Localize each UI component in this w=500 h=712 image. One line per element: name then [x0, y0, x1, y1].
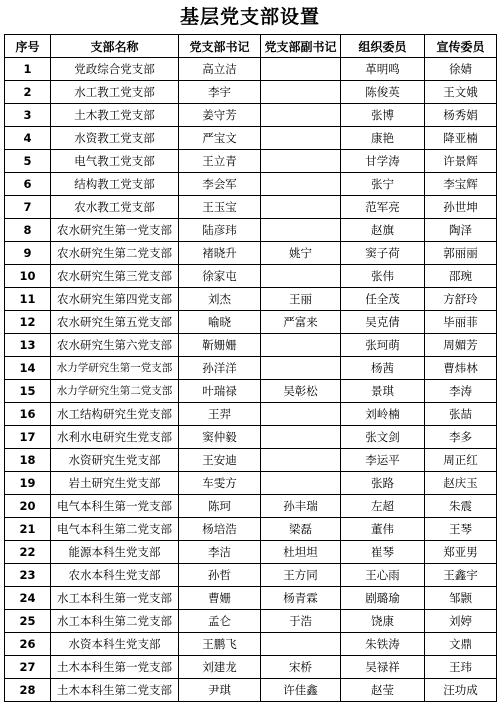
publicity-name: 汪功成 — [425, 679, 497, 702]
publicity-name: 张喆 — [425, 403, 497, 426]
secretary-name: 高立洁 — [179, 58, 261, 81]
organizer-name: 左超 — [341, 495, 425, 518]
publicity-name: 降亚楠 — [425, 127, 497, 150]
row-number: 17 — [5, 426, 51, 449]
deputy-secretary-name: 严富来 — [261, 311, 341, 334]
publicity-name: 刘婷 — [425, 610, 497, 633]
secretary-name: 杨培浩 — [179, 518, 261, 541]
secretary-name: 尹琪 — [179, 679, 261, 702]
deputy-secretary-name: 杜坦坦 — [261, 541, 341, 564]
branch-name: 电气本科生第一党支部 — [51, 495, 179, 518]
row-number: 18 — [5, 449, 51, 472]
deputy-secretary-name — [261, 150, 341, 173]
table-row — [5, 426, 497, 449]
table-row — [5, 564, 497, 587]
publicity-name: 李宝辉 — [425, 173, 497, 196]
deputy-secretary-name — [261, 104, 341, 127]
publicity-name: 邹颢 — [425, 587, 497, 610]
branch-name: 农水研究生第六党支部 — [51, 334, 179, 357]
row-number: 19 — [5, 472, 51, 495]
secretary-name: 李宇 — [179, 81, 261, 104]
deputy-secretary-name: 许佳鑫 — [261, 679, 341, 702]
table-row — [5, 150, 497, 173]
row-number: 28 — [5, 679, 51, 702]
header-number: 序号 — [5, 35, 51, 58]
publicity-name: 周正红 — [425, 449, 497, 472]
deputy-secretary-name: 宋桥 — [261, 656, 341, 679]
deputy-secretary-name: 杨青霖 — [261, 587, 341, 610]
row-number: 23 — [5, 564, 51, 587]
deputy-secretary-name — [261, 127, 341, 150]
organizer-name: 赵莹 — [341, 679, 425, 702]
publicity-name: 毕丽菲 — [425, 311, 497, 334]
branch-name: 农水教工党支部 — [51, 196, 179, 219]
publicity-name: 文鼎 — [425, 633, 497, 656]
organizer-name: 张文剑 — [341, 426, 425, 449]
publicity-name: 赵庆玉 — [425, 472, 497, 495]
secretary-name: 刘建龙 — [179, 656, 261, 679]
table-row — [5, 633, 497, 656]
organizer-name: 吴禄祥 — [341, 656, 425, 679]
secretary-name: 孟仑 — [179, 610, 261, 633]
publicity-name: 李多 — [425, 426, 497, 449]
publicity-name: 王玮 — [425, 656, 497, 679]
table-row — [5, 127, 497, 150]
secretary-name: 刘杰 — [179, 288, 261, 311]
secretary-name: 靳姗姗 — [179, 334, 261, 357]
deputy-secretary-name: 王丽 — [261, 288, 341, 311]
table-row — [5, 219, 497, 242]
row-number: 2 — [5, 81, 51, 104]
table-row — [5, 472, 497, 495]
organizer-name: 张珂萌 — [341, 334, 425, 357]
deputy-secretary-name — [261, 81, 341, 104]
branch-name: 水资研究生党支部 — [51, 449, 179, 472]
organizer-name: 张宁 — [341, 173, 425, 196]
branch-name: 农水研究生第三党支部 — [51, 265, 179, 288]
header-deputy-secretary: 党支部副书记 — [261, 35, 341, 58]
secretary-name: 孙洋洋 — [179, 357, 261, 380]
branch-name: 农水研究生第四党支部 — [51, 288, 179, 311]
deputy-secretary-name — [261, 472, 341, 495]
row-number: 8 — [5, 219, 51, 242]
publicity-name: 孙世坤 — [425, 196, 497, 219]
organizer-name: 革明鸣 — [341, 58, 425, 81]
publicity-name: 徐婧 — [425, 58, 497, 81]
organizer-name: 甘学涛 — [341, 150, 425, 173]
secretary-name: 王立青 — [179, 150, 261, 173]
row-number: 11 — [5, 288, 51, 311]
row-number: 21 — [5, 518, 51, 541]
branch-name: 水利水电研究生党支部 — [51, 426, 179, 449]
table-row — [5, 679, 497, 702]
branch-name: 电气教工党支部 — [51, 150, 179, 173]
branch-name: 电气本科生第二党支部 — [51, 518, 179, 541]
table-header-row — [5, 35, 497, 58]
row-number: 15 — [5, 380, 51, 403]
header-branch-name: 支部名称 — [51, 35, 179, 58]
organizer-name: 饶康 — [341, 610, 425, 633]
secretary-name: 李洁 — [179, 541, 261, 564]
row-number: 24 — [5, 587, 51, 610]
deputy-secretary-name — [261, 173, 341, 196]
secretary-name: 喻晓 — [179, 311, 261, 334]
deputy-secretary-name: 王方同 — [261, 564, 341, 587]
secretary-name: 严宝文 — [179, 127, 261, 150]
table-row — [5, 104, 497, 127]
branch-name: 能源本科生党支部 — [51, 541, 179, 564]
row-number: 25 — [5, 610, 51, 633]
branch-table — [4, 34, 497, 702]
organizer-name: 范军亮 — [341, 196, 425, 219]
organizer-name: 崔琴 — [341, 541, 425, 564]
secretary-name: 姜守芳 — [179, 104, 261, 127]
organizer-name: 刘岭楠 — [341, 403, 425, 426]
row-number: 12 — [5, 311, 51, 334]
branch-name: 农水研究生第二党支部 — [51, 242, 179, 265]
branch-name: 水工结构研究生党支部 — [51, 403, 179, 426]
secretary-name: 曹姗 — [179, 587, 261, 610]
branch-name: 水工本科生第一党支部 — [51, 587, 179, 610]
table-row — [5, 656, 497, 679]
row-number: 27 — [5, 656, 51, 679]
table-row — [5, 288, 497, 311]
publicity-name: 王鑫宇 — [425, 564, 497, 587]
deputy-secretary-name — [261, 633, 341, 656]
secretary-name: 徐家屯 — [179, 265, 261, 288]
row-number: 7 — [5, 196, 51, 219]
table-row — [5, 242, 497, 265]
row-number: 22 — [5, 541, 51, 564]
organizer-name: 康艳 — [341, 127, 425, 150]
branch-name: 农水研究生第一党支部 — [51, 219, 179, 242]
organizer-name: 剧璐瑜 — [341, 587, 425, 610]
organizer-name: 赵旗 — [341, 219, 425, 242]
header-publicity: 宣传委员 — [425, 35, 497, 58]
secretary-name: 车雯方 — [179, 472, 261, 495]
deputy-secretary-name: 姚宁 — [261, 242, 341, 265]
table-row — [5, 196, 497, 219]
header-organizer: 组织委员 — [341, 35, 425, 58]
organizer-name: 陈俊英 — [341, 81, 425, 104]
branch-name: 农水研究生第五党支部 — [51, 311, 179, 334]
publicity-name: 方舒玲 — [425, 288, 497, 311]
branch-name: 岩土研究生党支部 — [51, 472, 179, 495]
organizer-name: 张伟 — [341, 265, 425, 288]
page-title: 基层党支部设置 — [179, 6, 320, 28]
table-row — [5, 173, 497, 196]
row-number: 13 — [5, 334, 51, 357]
publicity-name: 朱震 — [425, 495, 497, 518]
branch-name: 土木本科生第二党支部 — [51, 679, 179, 702]
secretary-name: 叶瑞禄 — [179, 380, 261, 403]
organizer-name: 董伟 — [341, 518, 425, 541]
secretary-name: 王玉宝 — [179, 196, 261, 219]
secretary-name: 李会军 — [179, 173, 261, 196]
deputy-secretary-name: 吴彰松 — [261, 380, 341, 403]
row-number: 3 — [5, 104, 51, 127]
branch-name: 结构教工党支部 — [51, 173, 179, 196]
publicity-name: 陶泽 — [425, 219, 497, 242]
publicity-name: 许景辉 — [425, 150, 497, 173]
deputy-secretary-name — [261, 357, 341, 380]
secretary-name: 窦仲毅 — [179, 426, 261, 449]
table-row — [5, 587, 497, 610]
publicity-name: 曹炜林 — [425, 357, 497, 380]
deputy-secretary-name: 梁磊 — [261, 518, 341, 541]
organizer-name: 任全茂 — [341, 288, 425, 311]
secretary-name: 褚晓升 — [179, 242, 261, 265]
row-number: 6 — [5, 173, 51, 196]
organizer-name: 吴克倩 — [341, 311, 425, 334]
table-row — [5, 449, 497, 472]
publicity-name: 王文娥 — [425, 81, 497, 104]
organizer-name: 朱铁涛 — [341, 633, 425, 656]
table-row — [5, 518, 497, 541]
row-number: 16 — [5, 403, 51, 426]
table-row — [5, 311, 497, 334]
publicity-name: 郭丽丽 — [425, 242, 497, 265]
branch-name: 水力学研究生第二党支部 — [51, 380, 179, 403]
row-number: 26 — [5, 633, 51, 656]
table-row — [5, 403, 497, 426]
branch-name: 水力学研究生第一党支部 — [51, 357, 179, 380]
table-row — [5, 58, 497, 81]
publicity-name: 杨秀娟 — [425, 104, 497, 127]
table-row — [5, 334, 497, 357]
row-number: 20 — [5, 495, 51, 518]
row-number: 9 — [5, 242, 51, 265]
publicity-name: 李涛 — [425, 380, 497, 403]
branch-name: 水资本科生党支部 — [51, 633, 179, 656]
table-body — [5, 58, 497, 702]
deputy-secretary-name: 孙丰瑞 — [261, 495, 341, 518]
secretary-name: 王鹏飞 — [179, 633, 261, 656]
table-row — [5, 495, 497, 518]
secretary-name: 陆彦玮 — [179, 219, 261, 242]
branch-name: 土木教工党支部 — [51, 104, 179, 127]
table-row — [5, 265, 497, 288]
table-row — [5, 541, 497, 564]
table-row — [5, 610, 497, 633]
publicity-name: 郑亚男 — [425, 541, 497, 564]
publicity-name: 邵琬 — [425, 265, 497, 288]
branch-name: 水工本科生第二党支部 — [51, 610, 179, 633]
organizer-name: 李运平 — [341, 449, 425, 472]
secretary-name: 陈珂 — [179, 495, 261, 518]
secretary-name: 孙哲 — [179, 564, 261, 587]
publicity-name: 王琴 — [425, 518, 497, 541]
deputy-secretary-name: 于浩 — [261, 610, 341, 633]
branch-name: 农水本科生党支部 — [51, 564, 179, 587]
deputy-secretary-name — [261, 403, 341, 426]
deputy-secretary-name — [261, 196, 341, 219]
organizer-name: 景琪 — [341, 380, 425, 403]
row-number: 5 — [5, 150, 51, 173]
deputy-secretary-name — [261, 426, 341, 449]
branch-name: 土木本科生第一党支部 — [51, 656, 179, 679]
branch-name: 水资教工党支部 — [51, 127, 179, 150]
deputy-secretary-name — [261, 265, 341, 288]
table-row — [5, 380, 497, 403]
row-number: 14 — [5, 357, 51, 380]
branch-name: 水工教工党支部 — [51, 81, 179, 104]
table-row — [5, 81, 497, 104]
deputy-secretary-name — [261, 334, 341, 357]
deputy-secretary-name — [261, 58, 341, 81]
organizer-name: 王心雨 — [341, 564, 425, 587]
secretary-name: 王安迪 — [179, 449, 261, 472]
organizer-name: 张路 — [341, 472, 425, 495]
branch-name: 党政综合党支部 — [51, 58, 179, 81]
table-row — [5, 357, 497, 380]
secretary-name: 王羿 — [179, 403, 261, 426]
row-number: 1 — [5, 58, 51, 81]
deputy-secretary-name — [261, 449, 341, 472]
header-secretary: 党支部书记 — [179, 35, 261, 58]
row-number: 10 — [5, 265, 51, 288]
row-number: 4 — [5, 127, 51, 150]
organizer-name: 杨茜 — [341, 357, 425, 380]
publicity-name: 周媚芳 — [425, 334, 497, 357]
deputy-secretary-name — [261, 219, 341, 242]
organizer-name: 窦子荷 — [341, 242, 425, 265]
organizer-name: 张博 — [341, 104, 425, 127]
